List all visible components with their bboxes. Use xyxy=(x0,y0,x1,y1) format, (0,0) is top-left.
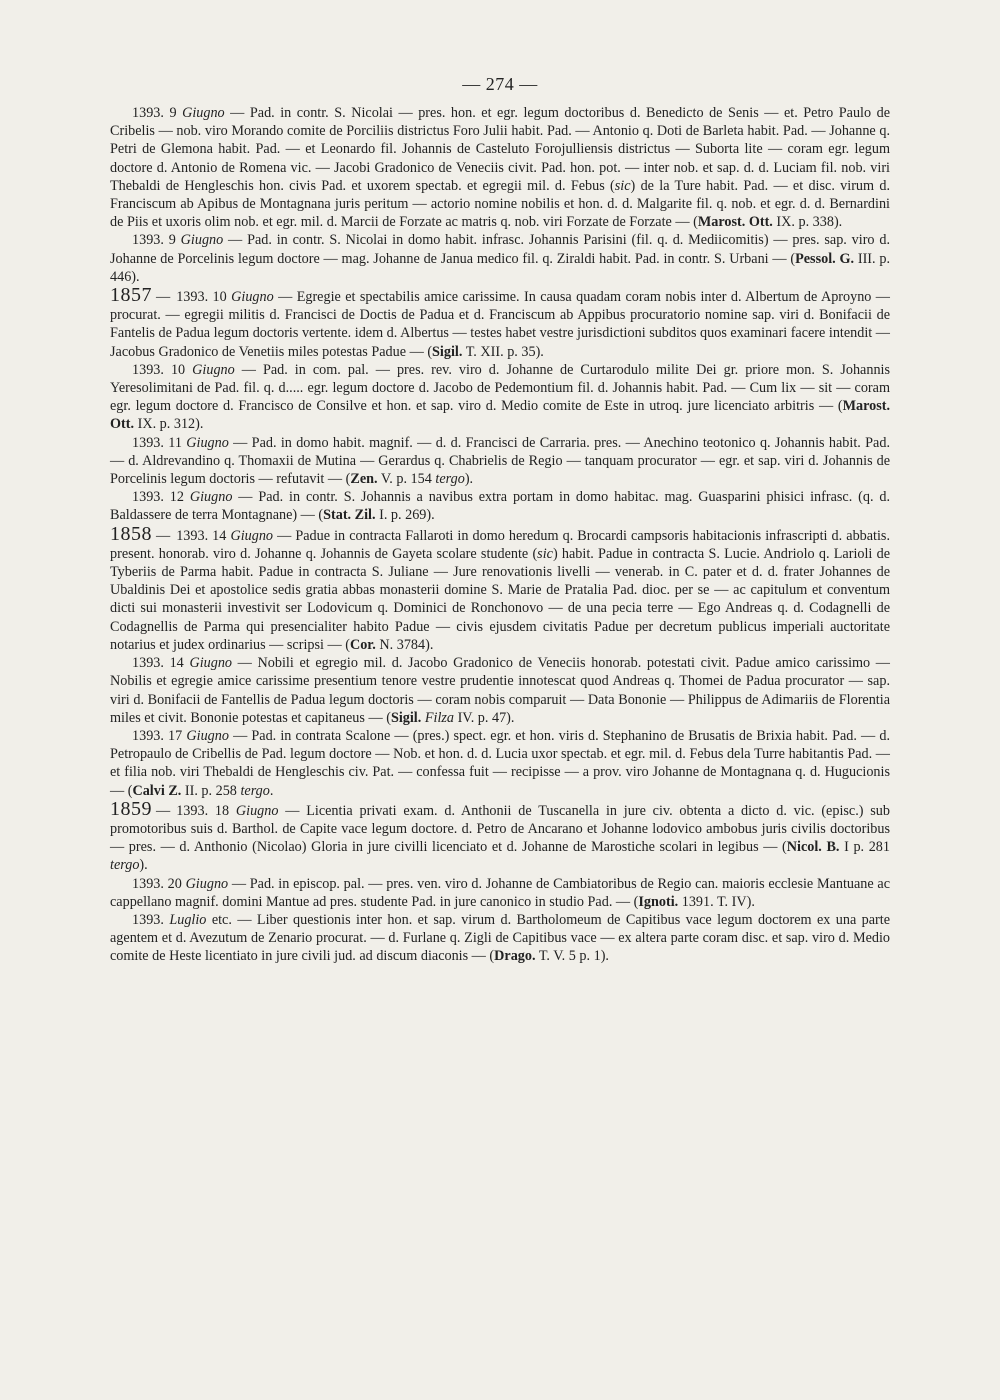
entry-number: 1857 xyxy=(110,284,152,307)
italic-text: Luglio xyxy=(169,911,207,928)
italic-text: Giugno xyxy=(186,434,229,451)
text-segment: IX. p. 338). xyxy=(772,214,843,231)
text-segment: 1393. 17 xyxy=(132,727,187,744)
text-segment: V. p. 154 xyxy=(377,471,436,488)
italic-text: tergo xyxy=(110,857,140,874)
italic-text: Giugno xyxy=(186,727,229,744)
italic-text: Giugno xyxy=(185,875,229,892)
document-paragraph xyxy=(110,104,890,231)
italic-text: Giugno xyxy=(192,361,235,378)
italic-text: Giugno xyxy=(189,489,233,506)
text-segment: T. XII. p. 35). xyxy=(462,343,544,360)
document-paragraph xyxy=(110,231,890,286)
text-segment: I p. 281 xyxy=(839,839,890,856)
italic-text: sic xyxy=(537,545,553,562)
entry-dash: — xyxy=(156,289,171,306)
text-segment: IX. p. 312). xyxy=(134,416,204,433)
text-segment: — Pad. in contr. S. Johannis a navibus extra portam in domo habitac. mag. Guasparini phisici infrasc. (q. d. Baldassere de terra Montagnane) — ( xyxy=(110,489,891,524)
entry-dash: — xyxy=(156,527,171,544)
text-segment: — Pad. in contrata Scalone — (pres.) spect. egr. et hon. viris d. Stephanino de Brusatis de Brixia habit. Pad. — d. Petropaulo de Cribellis de Pad. legum doctore — Nob. et hon. d. d. Lucia uxor spectab. et egr. mil. d. Febus dela Turre habitantis Pad. — et filia nob. viri Thebaldi de Hengleschis civ. Pat. — confessa fuit — recipisse — a prov. viro Johanne de Montagnana q. d. Hugucionis — ( xyxy=(110,727,890,799)
text-segment: II. p. 258 xyxy=(181,782,241,799)
text-segment: 1393. 12 xyxy=(132,489,190,506)
text-segment: 1393. 9 xyxy=(132,232,181,249)
text-segment: I. p. 269). xyxy=(375,507,435,524)
document-paragraph xyxy=(110,875,890,911)
page-number: — 274 — xyxy=(462,74,538,94)
text-segment: 1393. 14 xyxy=(176,527,231,544)
text-segment: ). xyxy=(464,471,474,488)
source-citation: Zen. xyxy=(350,471,378,488)
italic-text: Giugno xyxy=(180,232,224,249)
document-entry xyxy=(110,522,891,654)
italic-text: tergo xyxy=(240,782,270,799)
source-citation: Sigil. xyxy=(390,709,422,726)
text-segment: 1391. T. IV). xyxy=(678,893,755,910)
source-citation: Pessol. G. xyxy=(795,250,855,267)
text-segment: 1393. 10 xyxy=(132,361,193,378)
text-segment: — Egregie et spectabilis amice carissime. In causa quadam coram nobis inter d. Albertum de Aproyno — procurat. — egregii militis d. Francisci de Doctis de Padua et d. Franciscum ab Appibus procuratorio nomine sap. viri d. Bonifacii de Fantelis de Padua legum doctoris vertente. idem d. Albertus — testes habet vestre jurisdictioni subditos quos examinari facere intendit — Jacobus Gradonico de Venetiis miles potestas Padue — ( xyxy=(110,289,890,360)
text-segment: 1393. 10 xyxy=(176,289,232,306)
text-segment: — Pad. in com. pal. — pres. rev. viro d. Johanne de Curtarodulo milite Dei gr. priore mon. S. Johannis Yeresolimitani de Pad. fil. q. d..... egr. legum doctore d. Jacobo de Pedemontium fil. d. Johannis habit. Pad. — Cum lix — sit — coram egr. legum doctore d. Francisco de Consilve et hon. et sap. viro d. Medio comite de Este in utroq. jure licenciato arbitris — ( xyxy=(110,361,891,415)
text-segment: — Padue in contracta Fallaroti in domo heredum q. Brocardi campsoris habitacionis infrascripti d. abbatis. present. honorab. viro d. Johanne q. Johannis de Gayeta scolare studente ( xyxy=(110,527,891,562)
entry-number: 1858 xyxy=(110,522,152,545)
text-segment: ) habit. Padue in contracta S. Lucie. Andriolo q. Larioli de Tyberiis de Parma habit. Padue in contracta S. Juliane — Jure renovationis livelli — venerab. in C. pater et d. d. frater Johannes de Ubaldinis Dei et apostolice sedis gratia abbas monasterii domine S. Marie de Pratalia Pad. dioc. per se — ac capitulum et conventum dicti sui monasterii investivit ser Lodovicum q. Dominici de Ronchonovo — de una pecia terre — Ego Andreas q. d. Codagnelli de Codagnellis de Parma qui presencialiter habito Padue — civis ejusdem civitatis Padue per decretum publicus imperiali auctoritate notarius et judex ordinarius — scripsi — ( xyxy=(110,545,890,653)
text-segment: . xyxy=(269,782,274,799)
italic-text: Giugno xyxy=(231,289,274,306)
text-segment: 1393. 11 xyxy=(132,434,187,451)
text-segment: N. 3784). xyxy=(375,636,434,653)
italic-text: sic xyxy=(614,177,631,194)
text-segment: — Pad. in contr. S. Nicolai in domo habit. infrasc. Johannis Parisini (fil. q. d. Mediicomitis) — pres. sap. viro d. Johanne de Porcelinis legum doctore — mag. Johanne de Janua medico fil. q. Ziraldi habit. Pad. in contr. S. Urbani — ( xyxy=(110,232,890,267)
text-segment: etc. — Liber questionis inter hon. et sap. virum d. Bartholomeum de Capitibus vace legum doctorem ex una parte agentem et d. Avezutum de Zenario procurat. — d. Furlane q. Zigli de Capitibus vace — ex altera parte coram disc. et sap. viro d. Medio comite de Heste licentiato in jure civili jud. ad discum diaconis — ( xyxy=(110,911,891,965)
document-paragraph xyxy=(110,654,890,727)
source-citation: Stat. Zil. xyxy=(323,507,376,524)
italic-text: Giugno xyxy=(230,527,274,544)
text-segment: ). xyxy=(139,857,148,874)
document-body xyxy=(110,104,890,966)
source-citation: Marost. Ott. xyxy=(110,398,890,433)
document-paragraph xyxy=(110,361,890,434)
text-segment: ) de la Ture habit. Pad. — et disc. virum d. Franciscum ab Apibus de Montagnana juris peritum — actorio nomine nobilis et hon. d. d. Malgarite fil. q. nob. et egr. d. d. Bernardini de Piis et uxoris olim nob. et egr. mil. d. Marcii de Forzate ac matris q. nob. viri Forzate de Forzate — ( xyxy=(110,177,890,231)
text-segment: — Pad. in domo habit. magnif. — d. d. Francisci de Carraria. pres. — Anechino teotonico q. Johannis habit. Pad. — d. Aldrevandino q. Thomaxii de Mutina — Gerardus q. Chabrielis de Regio — tanquam procurator — egr. et sap. viri d. Johannis de Porcelinis legum doctoris — refutavit — ( xyxy=(110,434,890,488)
italic-text: Filza xyxy=(424,709,455,726)
document-paragraph xyxy=(110,434,890,489)
italic-text: Giugno xyxy=(189,655,233,672)
document-paragraph xyxy=(110,488,890,524)
document-entry xyxy=(110,797,890,875)
document-paragraph xyxy=(110,911,890,966)
text-segment: 1393. 20 xyxy=(132,875,186,892)
text-segment: — Nobili et egregio mil. d. Jacobo Gradonico de Veneciis honorab. potestati civit. Padue amico carissimo — Nobilis et egregie amice carissime presentium tenore vestre prudentie innotescat quod Andreas q. Thomei de Padua procurator — sap. viri d. Bonifacii de Fantellis de Padua legum doctoris — coram nobis comparuit — Data Bononie — Philippus de Adimariis de Florentia miles et civit. Bononie potestas et capitaneus — ( xyxy=(110,655,890,726)
document-entry xyxy=(110,286,890,361)
italic-text: Giugno xyxy=(235,802,279,819)
source-citation: Marost. Ott. xyxy=(697,214,773,231)
text-segment: 1393. 9 xyxy=(132,105,183,121)
source-citation: Ignoti. xyxy=(638,893,679,910)
entry-dash: — xyxy=(156,802,171,819)
italic-text: Giugno xyxy=(182,105,225,121)
text-segment: 1393. 14 xyxy=(132,655,190,672)
text-segment: 1393. 18 xyxy=(176,802,236,819)
document-paragraph xyxy=(110,727,890,800)
text-segment: — Licentia privati exam. d. Anthonii de Tuscanella in jure civ. obtenta a dicto d. vic. (episc.) sub promotoribus suis d. Barthol. de Capite vace legum doctore. d. Petro de Ancarano et Johanne lodovico ambobus juris civilis doctoribus — pres. — d. Anthonio (Nicolao) Gloria in jure civilli licenciato et d. Johanne de Marostiche scolari in legibus — ( xyxy=(110,802,890,856)
source-citation: Drago. xyxy=(494,948,536,965)
entry-number: 1859 xyxy=(110,797,152,820)
text-segment: — Pad. in contr. S. Nicolai — pres. hon. et egr. legum doctoribus d. Benedicto de Senis — et. Petro Paulo de Cribelis — nob. viro Morando comite de Porciliis districtus Foro Julii habit. Pad. — Antonio q. Doti de Barleta habit. Pad. — Johanne q. Petri de Glemona habit. Pad. — et Leonardo fil. Johannis de Casteluto Forojulliensis districtus — Suborta lite — coram egr. legum doctore d. Antonio de Romena vic. — Jacobi Gradonico de Veneciis civit. Pad. hon. pot. — inter nob. et sap. d. d. Luciam fil. nob. viri Thebaldi de Hengleschis hon. civis Pad. et uxorem spectab. et egregii mil. d. Febus ( xyxy=(110,105,891,194)
text-segment: 1393. xyxy=(132,911,170,928)
source-citation: Cor. xyxy=(349,636,376,653)
source-citation: Calvi Z. xyxy=(132,782,182,799)
text-segment: — Pad. in episcop. pal. — pres. ven. viro d. Johanne de Cambiatoribus de Regio can. maioris ecclesie Mantuane ac cappellano magnif. domini Mantue ad pres. studente Pad. in jure canonico in studio Pad. — ( xyxy=(110,875,891,910)
italic-text: tergo xyxy=(435,471,465,488)
source-citation: Sigil. xyxy=(432,343,463,360)
text-segment: T. V. 5 p. 1). xyxy=(535,948,609,965)
source-citation: Nicol. B. xyxy=(786,839,840,856)
text-segment: III. p. 446). xyxy=(110,250,890,285)
text-segment: IV. p. 47). xyxy=(454,709,515,726)
